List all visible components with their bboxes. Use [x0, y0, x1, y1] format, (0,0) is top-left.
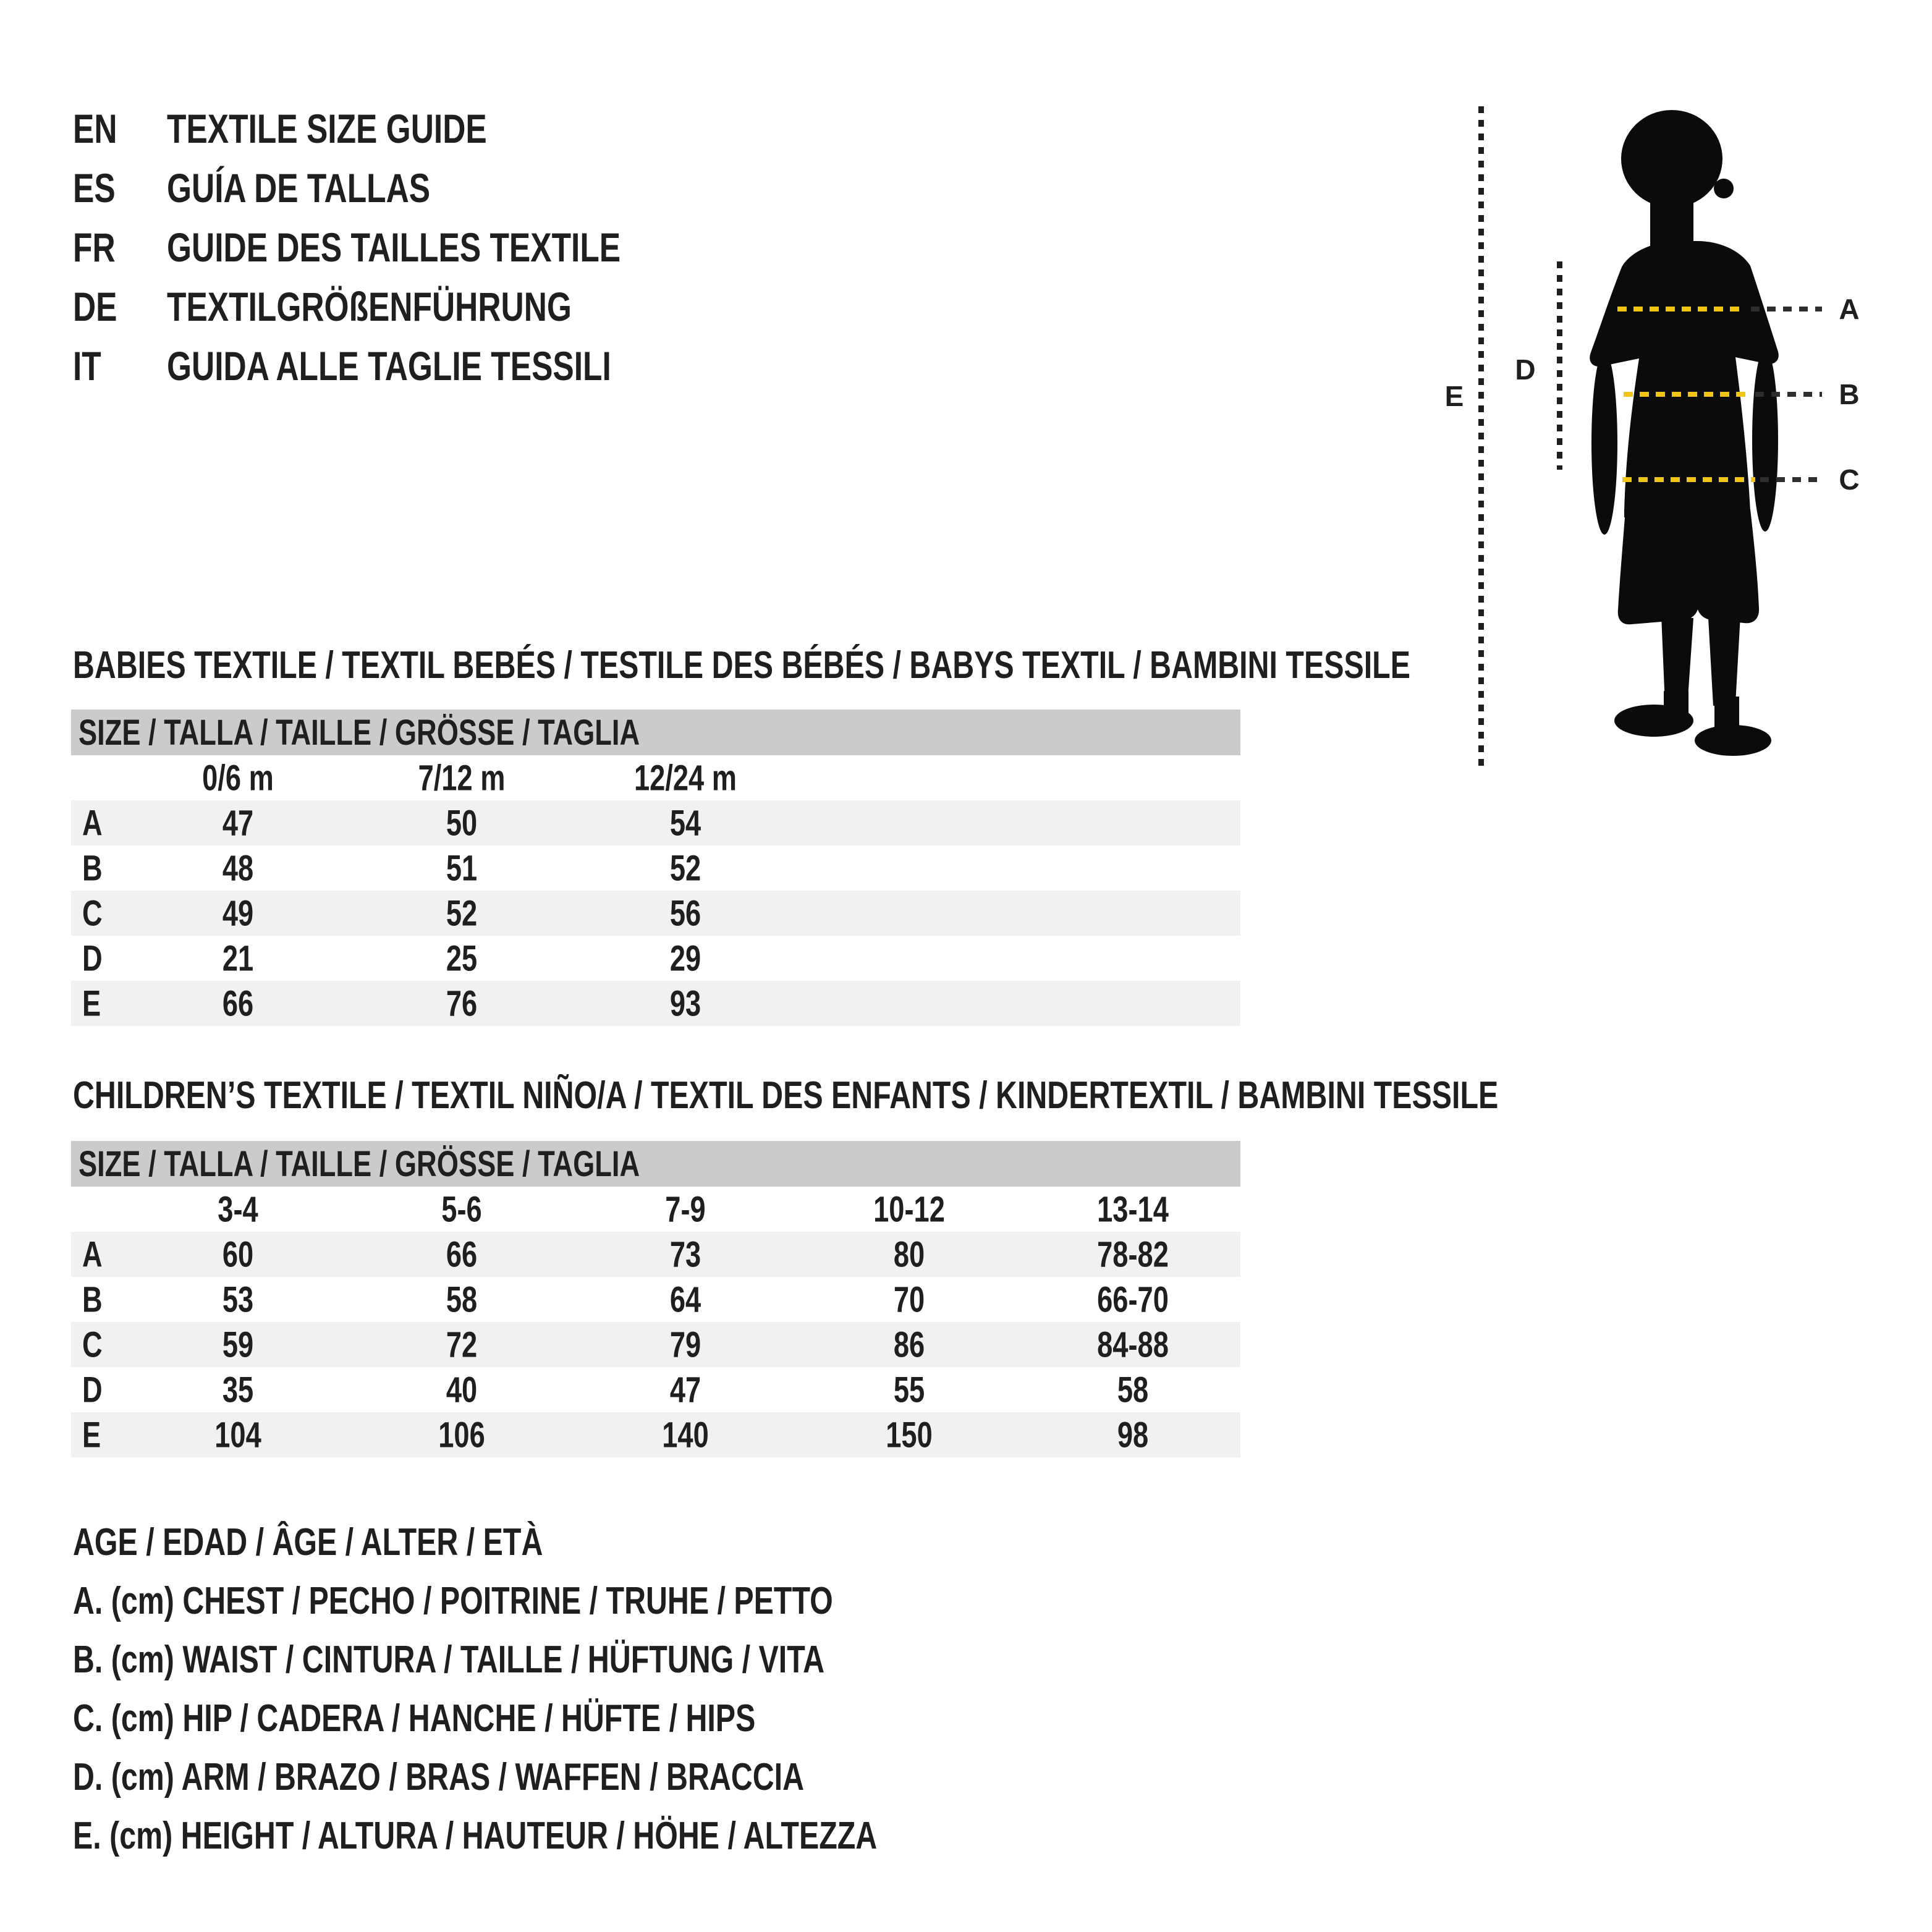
cell-value: 21: [222, 938, 254, 978]
cell-value: 66: [222, 983, 254, 1023]
row-label: A: [82, 803, 103, 843]
row-label: E: [82, 983, 101, 1023]
cell-value: 58: [446, 1279, 478, 1320]
waist-measure-line-b-yellow: [1624, 392, 1750, 397]
table-row-e: [71, 1412, 1240, 1457]
language-title-text: GUIDA ALLE TAGLIE TESSILI: [167, 343, 611, 389]
cell-value: 47: [222, 803, 254, 843]
language-code-text: FR: [73, 224, 116, 270]
babies-section-heading: [73, 643, 1787, 687]
measure-label-a: A: [1839, 293, 1860, 325]
cell-value: 106: [438, 1415, 485, 1455]
language-code: [73, 164, 167, 211]
babies-table-rows: [71, 800, 1240, 1026]
cell-value: 58: [1117, 1370, 1149, 1410]
arm-measure-line-d: [1557, 261, 1562, 470]
table-row-d: [71, 1367, 1240, 1412]
language-code: [73, 224, 167, 271]
cell-value: 25: [446, 938, 478, 978]
cell-value: 55: [893, 1370, 925, 1410]
children-column-header-row: [71, 1187, 1240, 1232]
legend-line-5: [73, 1807, 1104, 1865]
children-size-header-bar: [71, 1141, 1240, 1187]
children-size-header-text: SIZE / TALLA / TAILLE / GRÖSSE / TAGLIA: [78, 1143, 640, 1184]
legend-line-text: AGE / EDAD / ÂGE / ALTER / ETÀ: [73, 1521, 543, 1564]
cell-value: 84-88: [1097, 1324, 1169, 1365]
cell-value: 73: [669, 1234, 701, 1274]
cell-value: 50: [446, 803, 478, 843]
row-label: E: [82, 1415, 101, 1455]
cell-value: 64: [669, 1279, 701, 1320]
row-label: C: [82, 893, 103, 933]
language-title-text: TEXTILE SIZE GUIDE: [167, 106, 487, 151]
table-row-d: [71, 936, 1240, 981]
babies-heading-text: BABIES TEXTILE / TEXTIL BEBÉS / TESTILE DES BÉBÉS / BABYS TEXTIL / BAMBINI TESSILE: [73, 643, 1410, 687]
children-section-heading: [73, 1073, 1900, 1117]
cell-value: 86: [893, 1324, 925, 1365]
cell-value: 29: [669, 938, 701, 978]
language-code: [73, 283, 167, 330]
measure-label-d: D: [1515, 354, 1536, 386]
legend-line-3: [73, 1689, 1104, 1748]
language-row-es: [73, 158, 748, 218]
legend-line-text: E. (cm) HEIGHT / ALTURA / HAUTEUR / HÖHE / ALTEZZA: [73, 1815, 878, 1857]
children-heading-text: CHILDREN’S TEXTILE / TEXTIL NIÑO/A / TEXTIL DES ENFANTS / KINDERTEXTIL / BAMBINI TESSILE: [73, 1074, 1499, 1117]
hip-measure-line-c-yellow: [1622, 477, 1755, 482]
measure-label-c: C: [1839, 464, 1860, 496]
cell-value: 72: [446, 1324, 478, 1365]
table-row-b: [71, 845, 1240, 891]
measure-label-e: E: [1444, 380, 1464, 412]
cell-value: 49: [222, 893, 254, 933]
column-header-10-12: 10-12: [873, 1189, 945, 1229]
cell-value: 52: [446, 893, 478, 933]
table-row-c: [71, 1322, 1240, 1367]
legend-line-text: C. (cm) HIP / CADERA / HANCHE / HÜFTE / HIPS: [73, 1697, 756, 1740]
chest-measure-line-a-dark: [1751, 307, 1822, 311]
cell-value: 70: [893, 1279, 925, 1320]
chest-measure-line-a-yellow: [1617, 307, 1746, 311]
children-size-table: [71, 1141, 1240, 1457]
cell-value: 47: [669, 1370, 701, 1410]
column-header-7-12-m: 7/12 m: [418, 758, 506, 798]
column-header-12-24-m: 12/24 m: [633, 758, 737, 798]
cell-value: 48: [222, 848, 254, 888]
language-code-text: IT: [73, 343, 101, 389]
language-row-de: [73, 277, 748, 336]
cell-value: 54: [669, 803, 701, 843]
cell-value: 104: [214, 1415, 261, 1455]
table-row-e: [71, 981, 1240, 1026]
column-header-13-14: 13-14: [1097, 1189, 1169, 1229]
row-label: B: [82, 848, 103, 888]
column-header-0-6-m: 0/6 m: [202, 758, 274, 798]
cell-value: 66-70: [1097, 1279, 1169, 1320]
column-header-3-4: 3-4: [218, 1189, 258, 1229]
cell-value: 52: [669, 848, 701, 888]
cell-value: 35: [222, 1370, 254, 1410]
cell-value: 76: [446, 983, 478, 1023]
column-header-7-9: 7-9: [665, 1189, 706, 1229]
cell-value: 59: [222, 1324, 254, 1365]
legend-line-4: [73, 1748, 1104, 1807]
cell-value: 56: [669, 893, 701, 933]
measurement-legend: [73, 1513, 1104, 1865]
row-label: C: [82, 1324, 103, 1365]
cell-value: 51: [446, 848, 478, 888]
legend-line-0: [73, 1513, 1104, 1572]
legend-line-text: A. (cm) CHEST / PECHO / POITRINE / TRUHE / PETTO: [73, 1580, 833, 1622]
language-code-text: DE: [73, 284, 117, 329]
language-code: [73, 342, 167, 389]
language-title-text: GUIDE DES TAILLES TEXTILE: [167, 224, 621, 270]
language-code-text: ES: [73, 165, 116, 211]
table-row-b: [71, 1277, 1240, 1322]
legend-line-text: B. (cm) WAIST / CINTURA / TAILLE / HÜFTUNG / VITA: [73, 1638, 825, 1681]
language-title-text: GUÍA DE TALLAS: [167, 165, 431, 211]
row-label: D: [82, 938, 103, 978]
children-table-rows: [71, 1232, 1240, 1457]
cell-value: 80: [893, 1234, 925, 1274]
legend-line-text: D. (cm) ARM / BRAZO / BRAS / WAFFEN / BRACCIA: [73, 1756, 805, 1799]
cell-value: 93: [669, 983, 701, 1023]
legend-line-1: [73, 1572, 1104, 1630]
row-label: A: [82, 1234, 103, 1274]
column-header-5-6: 5-6: [441, 1189, 482, 1229]
table-row-a: [71, 1232, 1240, 1277]
language-code-text: EN: [73, 106, 117, 151]
language-row-en: [73, 99, 748, 158]
language-row-fr: [73, 218, 748, 277]
babies-size-table: [71, 710, 1240, 1026]
cell-value: 60: [222, 1234, 254, 1274]
cell-value: 66: [446, 1234, 478, 1274]
language-list: [73, 99, 748, 396]
measure-label-b: B: [1839, 378, 1860, 410]
babies-column-header-row: [71, 755, 1240, 800]
cell-value: 150: [886, 1415, 933, 1455]
cell-value: 40: [446, 1370, 478, 1410]
legend-line-2: [73, 1630, 1104, 1689]
hip-measure-line-c-dark: [1760, 477, 1822, 482]
table-row-a: [71, 800, 1240, 845]
cell-value: 79: [669, 1324, 701, 1365]
row-label: B: [82, 1279, 103, 1320]
cell-value: 53: [222, 1279, 254, 1320]
language-title-text: TEXTILGRÖßENFÜHRUNG: [167, 284, 572, 329]
language-code: [73, 105, 167, 152]
cell-value: 78-82: [1097, 1234, 1169, 1274]
babies-size-header-text: SIZE / TALLA / TAILLE / GRÖSSE / TAGLIA: [78, 712, 640, 753]
waist-measure-line-b-dark: [1755, 392, 1822, 397]
cell-value: 98: [1117, 1415, 1149, 1455]
table-row-c: [71, 891, 1240, 936]
cell-value: 140: [662, 1415, 709, 1455]
row-label: D: [82, 1370, 103, 1410]
language-row-it: [73, 336, 748, 396]
babies-size-header-bar: [71, 710, 1240, 755]
